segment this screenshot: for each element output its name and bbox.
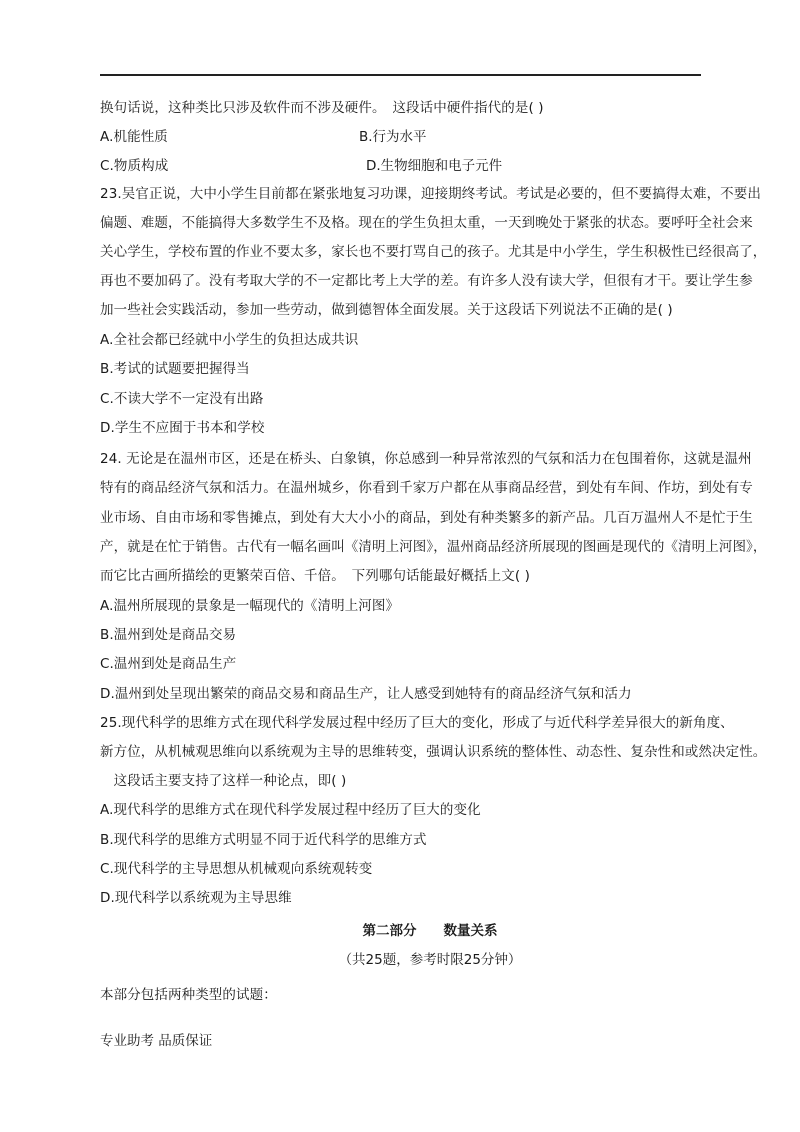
q25-option-b: B.现代科学的思维方式明显不同于近代科学的思维方式	[100, 832, 427, 848]
q24-option-d: D.温州到处呈现出繁荣的商品交易和商品生产，让人感受到她特有的商品经济气氛和活力	[100, 686, 632, 702]
q25-option-d: D.现代科学以系统观为主导思维	[100, 890, 292, 906]
q24-option-b: B.温州到处是商品交易	[100, 627, 237, 643]
q23-option-b: B.考试的试题要把握得当	[100, 361, 250, 377]
part2-intro: 本部分包括两种类型的试题：	[100, 987, 277, 1003]
q24-option-a: A.温州所展现的景象是一幅现代的《清明上河图》	[100, 598, 400, 614]
q25-option-a: A.现代科学的思维方式在现代科学发展过程中经历了巨大的变化	[100, 802, 481, 818]
q23-line: 偏题、难题，不能搞得大多数学生不及格。现在的学生负担太重，一天到晚处于紧张的状态。要呼吁全社会来	[100, 215, 753, 231]
q24-line: 业市场、自由市场和零售摊点，到处有大大小小的商品，到处有种类繁多的新产品。几百万温州人不是忙于生	[100, 510, 753, 526]
intro-option-b: B.行为水平	[359, 129, 427, 145]
header-rule	[100, 74, 701, 76]
q24-line: 特有的商品经济气氛和活力。在温州城乡，你看到千家万户都在从事商品经营，到处有车间、作坊，到处有专	[100, 480, 753, 496]
q23-option-c: C.不读大学不一定没有出路	[100, 391, 264, 407]
q23-line: 再也不要加码了。没有考取大学的不一定都比考上大学的差。有许多人没有读大学，但很有才干。要让学生参	[100, 273, 753, 289]
q23-option-d: D.学生不应囿于书本和学校	[100, 420, 265, 436]
q25-option-c: C.现代科学的主导思想从机械观向系统观转变	[100, 861, 373, 877]
q24-line: 而它比古画所描绘的更繁荣百倍、千倍。 下列哪句话能最好概括上文( )	[100, 568, 530, 584]
q23-line: 关心学生，学校布置的作业不要太多，家长也不要打骂自己的孩子。尤其是中小学生，学生积极性已经很高了，	[100, 244, 767, 260]
q24-option-c: C.温州到处是商品生产	[100, 656, 237, 672]
intro-option-a: A.机能性质	[100, 129, 168, 145]
q23-option-a: A.全社会都已经就中小学生的负担达成共识	[100, 332, 359, 348]
footer-text: 专业助考 品质保证	[100, 1033, 213, 1049]
q24-line: 产，就是在忙于销售。古代有一幅名画叫《清明上河图》，温州商品经济所展现的图画是现代的《清明上河图》，	[100, 539, 767, 555]
q25-line: 这段话主要支持了这样一种论点，即( )	[100, 773, 347, 789]
intro-question-text: 换句话说，这种类比只涉及软件而不涉及硬件。 这段话中硬件指代的是( )	[100, 100, 544, 116]
intro-option-d: D.生物细胞和电子元件	[366, 158, 503, 174]
q25-line: 新方位，从机械观思维向以系统观为主导的思维转变，强调认识系统的整体性、动态性、复杂性和或然决定性。	[100, 744, 767, 760]
intro-option-c: C.物质构成	[100, 158, 169, 174]
part2-subtitle: （共25题，参考时限25分钟）	[338, 952, 522, 968]
q23-line: 23.吴官正说，大中小学生目前都在紧张地复习功课，迎接期终考试。考试是必要的，但不要搞得太难，不要出	[100, 186, 761, 202]
q25-line: 25.现代科学的思维方式在现代科学发展过程中经历了巨大的变化，形成了与近代科学差异很大的新角度、	[100, 715, 734, 731]
q23-line: 加一些社会实践活动，参加一些劳动，做到德智体全面发展。关于这段话下列说法不正确的是( )	[100, 302, 673, 318]
q24-line: 24. 无论是在温州市区，还是在桥头、白象镇，你总感到一种异常浓烈的气氛和活力在包围着你，这就是温州	[100, 451, 752, 467]
part2-title: 第二部分 数量关系	[362, 923, 498, 939]
